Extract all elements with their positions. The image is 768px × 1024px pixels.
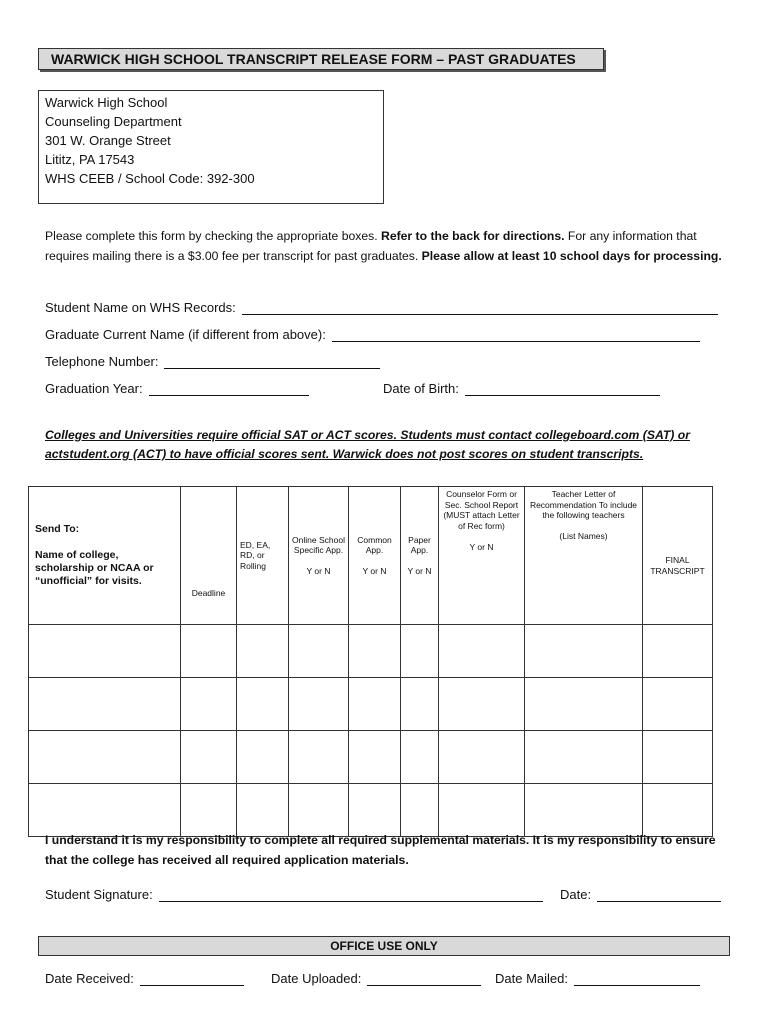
table-cell[interactable] — [401, 625, 439, 678]
table-cell[interactable] — [29, 784, 181, 837]
table-cell[interactable] — [439, 784, 525, 837]
graduation-year-input-line[interactable] — [149, 381, 309, 396]
table-cell[interactable] — [349, 731, 401, 784]
table-cell[interactable] — [525, 784, 643, 837]
school-address-box — [38, 90, 384, 204]
header-send-to: Send To: Name of college, scholarship or NCAA or “unofficial” for visits. — [29, 487, 181, 625]
table-cell[interactable] — [289, 784, 349, 837]
table-cell[interactable] — [401, 678, 439, 731]
telephone-input-line[interactable] — [164, 354, 380, 369]
telephone-label: Telephone Number: — [45, 354, 159, 369]
signature-date-input-line[interactable] — [597, 887, 721, 902]
instructions-text: Please complete this form by checking the appropriate boxes. — [45, 229, 382, 243]
table-cell[interactable] — [439, 625, 525, 678]
instructions-text: For any information that requires mailing there is a $3.00 fee per transcript for past graduates. — [45, 229, 697, 263]
student-signature-label: Student Signature: — [45, 887, 153, 902]
table-cell[interactable] — [181, 784, 237, 837]
header-common-app: Common App. Y or N — [349, 487, 401, 625]
date-uploaded-field — [271, 971, 481, 986]
form-title: WARWICK HIGH SCHOOL TRANSCRIPT RELEASE FORM – PAST GRADUATES — [38, 48, 604, 70]
header-counselor-form: Counselor Form or Sec. School Report (MUST attach Letter of Rec form) Y or N — [439, 487, 525, 625]
current-name-input-line[interactable] — [332, 327, 700, 342]
current-name-field — [45, 327, 700, 342]
scores-notice: Colleges and Universities require official SAT or ACT scores. Students must contact collegeboard.com (SAT) or actstudent.org (ACT) to have official scores sent. Warwick does not post scores on student transcripts. — [45, 428, 690, 461]
address-line: WHS CEEB / School Code: 392-300 — [45, 171, 255, 186]
student-name-label: Student Name on WHS Records: — [45, 300, 236, 315]
telephone-field — [45, 354, 380, 369]
date-received-label: Date Received: — [45, 971, 134, 986]
current-name-label: Graduate Current Name (if different from above): — [45, 327, 326, 342]
header-paper-app: Paper App. Y or N — [401, 487, 439, 625]
date-mailed-field — [495, 971, 700, 986]
table-cell[interactable] — [643, 731, 713, 784]
table-cell[interactable] — [643, 678, 713, 731]
table-cell[interactable] — [289, 731, 349, 784]
table-row — [29, 731, 713, 784]
header-decision-type: ED, EA, RD, or Rolling — [237, 487, 289, 625]
address-line: Warwick High School — [45, 95, 168, 110]
instructions-paragraph — [45, 226, 735, 266]
table-cell[interactable] — [525, 731, 643, 784]
table-row — [29, 625, 713, 678]
header-deadline: Deadline — [181, 487, 237, 625]
header-teacher-letter: Teacher Letter of Recommendation To include the following teachers (List Names) — [525, 487, 643, 625]
table-cell[interactable] — [237, 731, 289, 784]
graduation-year-field — [45, 381, 309, 396]
office-use-header: OFFICE USE ONLY — [38, 936, 730, 956]
table-cell[interactable] — [237, 678, 289, 731]
student-name-field — [45, 300, 718, 315]
table-cell[interactable] — [237, 784, 289, 837]
date-of-birth-input-line[interactable] — [465, 381, 660, 396]
date-received-input-line[interactable] — [140, 971, 244, 986]
table-cell[interactable] — [643, 784, 713, 837]
table-cell[interactable] — [349, 625, 401, 678]
table-cell[interactable] — [181, 625, 237, 678]
student-name-input-line[interactable] — [242, 300, 718, 315]
address-line: Lititz, PA 17543 — [45, 152, 135, 167]
date-of-birth-label: Date of Birth: — [383, 381, 459, 396]
date-received-field — [45, 971, 244, 986]
table-row — [29, 784, 713, 837]
table-cell[interactable] — [29, 678, 181, 731]
date-mailed-input-line[interactable] — [574, 971, 700, 986]
table-cell[interactable] — [29, 625, 181, 678]
student-signature-input-line[interactable] — [159, 887, 543, 902]
table-cell[interactable] — [349, 678, 401, 731]
table-cell[interactable] — [401, 731, 439, 784]
table-cell[interactable] — [289, 678, 349, 731]
table-cell[interactable] — [349, 784, 401, 837]
table-header-row — [29, 487, 713, 625]
signature-date-field — [560, 887, 721, 902]
table-cell[interactable] — [181, 678, 237, 731]
table-cell[interactable] — [439, 731, 525, 784]
graduation-year-label: Graduation Year: — [45, 381, 143, 396]
college-request-table — [28, 486, 713, 837]
address-line: Counseling Department — [45, 114, 182, 129]
table-cell[interactable] — [439, 678, 525, 731]
date-uploaded-label: Date Uploaded: — [271, 971, 362, 986]
table-row — [29, 678, 713, 731]
table-cell[interactable] — [237, 625, 289, 678]
date-uploaded-input-line[interactable] — [367, 971, 481, 986]
date-of-birth-field — [383, 381, 660, 396]
table-cell[interactable] — [525, 678, 643, 731]
acknowledgement-statement: I understand it is my responsibility to complete all required supplemental materials. It is my responsibility to ensure that the college has received all required application materials. — [45, 833, 716, 867]
address-line: 301 W. Orange Street — [45, 133, 171, 148]
table-cell[interactable] — [29, 731, 181, 784]
table-cell[interactable] — [181, 731, 237, 784]
header-final-transcript: FINAL TRANSCRIPT — [643, 487, 713, 625]
student-signature-field — [45, 887, 543, 902]
header-online-app: Online School Specific App. Y or N — [289, 487, 349, 625]
date-mailed-label: Date Mailed: — [495, 971, 568, 986]
instructions-bold: Refer to the back for directions. — [381, 229, 565, 243]
instructions-bold: Please allow at least 10 school days for processing. — [421, 249, 722, 263]
table-cell[interactable] — [401, 784, 439, 837]
table-cell[interactable] — [289, 625, 349, 678]
signature-date-label: Date: — [560, 887, 592, 902]
table-cell[interactable] — [525, 625, 643, 678]
table-cell[interactable] — [643, 625, 713, 678]
